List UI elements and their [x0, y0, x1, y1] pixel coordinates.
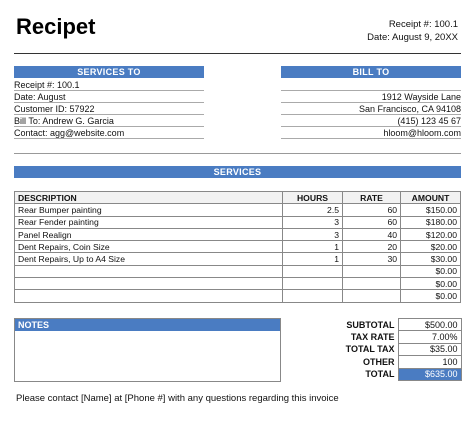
- total-tax-label: TOTAL TAX: [345, 344, 395, 355]
- bill-to-block: [281, 79, 461, 139]
- other-row: [306, 356, 461, 368]
- cell-description: Dent Repairs, Up to A4 Size: [15, 253, 283, 265]
- services-to-row: Customer ID: 57922: [14, 103, 204, 115]
- other-label: OTHER: [363, 356, 395, 367]
- cell-description: [15, 278, 283, 290]
- cell-description: Rear Fender painting: [15, 216, 283, 228]
- cell-rate: 60: [343, 216, 401, 228]
- total-tax-value: $35.00: [398, 343, 461, 355]
- cell-rate: [343, 265, 401, 277]
- receipt-number: Receipt #: 100.1: [388, 19, 458, 30]
- table-row: [15, 204, 461, 216]
- total-row: [306, 368, 461, 380]
- cell-description: Dent Repairs, Coin Size: [15, 241, 283, 253]
- table-row: [15, 265, 461, 277]
- table-row: [15, 290, 461, 302]
- services-heading: SERVICES: [14, 166, 461, 178]
- cell-hours: 1: [283, 241, 343, 253]
- other-value: 100: [398, 356, 461, 368]
- cell-amount: $120.00: [401, 228, 461, 240]
- cell-rate: [343, 290, 401, 302]
- cell-rate: 30: [343, 253, 401, 265]
- cell-amount: $0.00: [401, 278, 461, 290]
- cell-amount: $30.00: [401, 253, 461, 265]
- subtotal-value: $500.00: [398, 319, 461, 331]
- cell-hours: [283, 265, 343, 277]
- tax-rate-label: TAX RATE: [350, 332, 395, 343]
- bill-to-row: (415) 123 45 67: [281, 115, 461, 127]
- receipt-date: Date: August 9, 20XX: [367, 32, 458, 43]
- table-row: [15, 278, 461, 290]
- cell-amount: $0.00: [401, 290, 461, 302]
- totals-table: [306, 318, 462, 381]
- cell-hours: 2.5: [283, 204, 343, 216]
- cell-description: Rear Bumper painting: [15, 204, 283, 216]
- col-rate: RATE: [343, 192, 401, 204]
- cell-rate: 40: [343, 228, 401, 240]
- cell-rate: [343, 278, 401, 290]
- document-title: Recipet: [16, 14, 96, 39]
- table-row: [15, 228, 461, 240]
- services-to-row: Date: August: [14, 91, 204, 103]
- cell-amount: $180.00: [401, 216, 461, 228]
- cell-rate: 20: [343, 241, 401, 253]
- services-to-row: Bill To: Andrew G. Garcia: [14, 115, 204, 127]
- bill-to-row: San Francisco, CA 94108: [281, 103, 461, 115]
- total-label: TOTAL: [365, 369, 395, 380]
- col-description: DESCRIPTION: [15, 192, 283, 204]
- cell-amount: $0.00: [401, 265, 461, 277]
- total-tax-row: [306, 343, 461, 355]
- cell-amount: $20.00: [401, 241, 461, 253]
- total-value: $635.00: [398, 368, 461, 380]
- bill-to-heading: BILL TO: [281, 66, 461, 78]
- cell-description: Panel Realign: [15, 228, 283, 240]
- services-header-row: [15, 192, 461, 204]
- col-amount: AMOUNT: [401, 192, 461, 204]
- footer-note: Please contact [Name] at [Phone #] with any questions regarding this invoice: [16, 393, 339, 404]
- col-hours: HOURS: [283, 192, 343, 204]
- table-row: [15, 216, 461, 228]
- services-to-row: Contact: agg@website.com: [14, 127, 204, 139]
- notes-heading: NOTES: [15, 319, 280, 331]
- bill-to-row: [281, 79, 461, 91]
- table-row: [15, 253, 461, 265]
- subtotal-row: [306, 319, 461, 331]
- top-divider: [14, 53, 461, 54]
- cell-hours: [283, 278, 343, 290]
- mid-divider: [14, 153, 461, 154]
- cell-hours: 3: [283, 228, 343, 240]
- services-to-row: Receipt #: 100.1: [14, 79, 204, 91]
- services-to-heading: SERVICES TO: [14, 66, 204, 78]
- bill-to-row: 1912 Wayside Lane: [281, 91, 461, 103]
- tax-rate-value: 7.00%: [398, 331, 461, 343]
- cell-description: [15, 290, 283, 302]
- notes-box[interactable]: [14, 318, 281, 382]
- cell-hours: 3: [283, 216, 343, 228]
- receipt-meta: [367, 18, 458, 44]
- tax-rate-row: [306, 331, 461, 343]
- table-row: [15, 241, 461, 253]
- cell-rate: 60: [343, 204, 401, 216]
- cell-hours: 1: [283, 253, 343, 265]
- services-to-block: [14, 79, 204, 139]
- bill-to-row: hloom@hloom.com: [281, 127, 461, 139]
- subtotal-label: SUBTOTAL: [346, 319, 395, 330]
- cell-amount: $150.00: [401, 204, 461, 216]
- services-table: [14, 191, 461, 303]
- cell-description: [15, 265, 283, 277]
- cell-hours: [283, 290, 343, 302]
